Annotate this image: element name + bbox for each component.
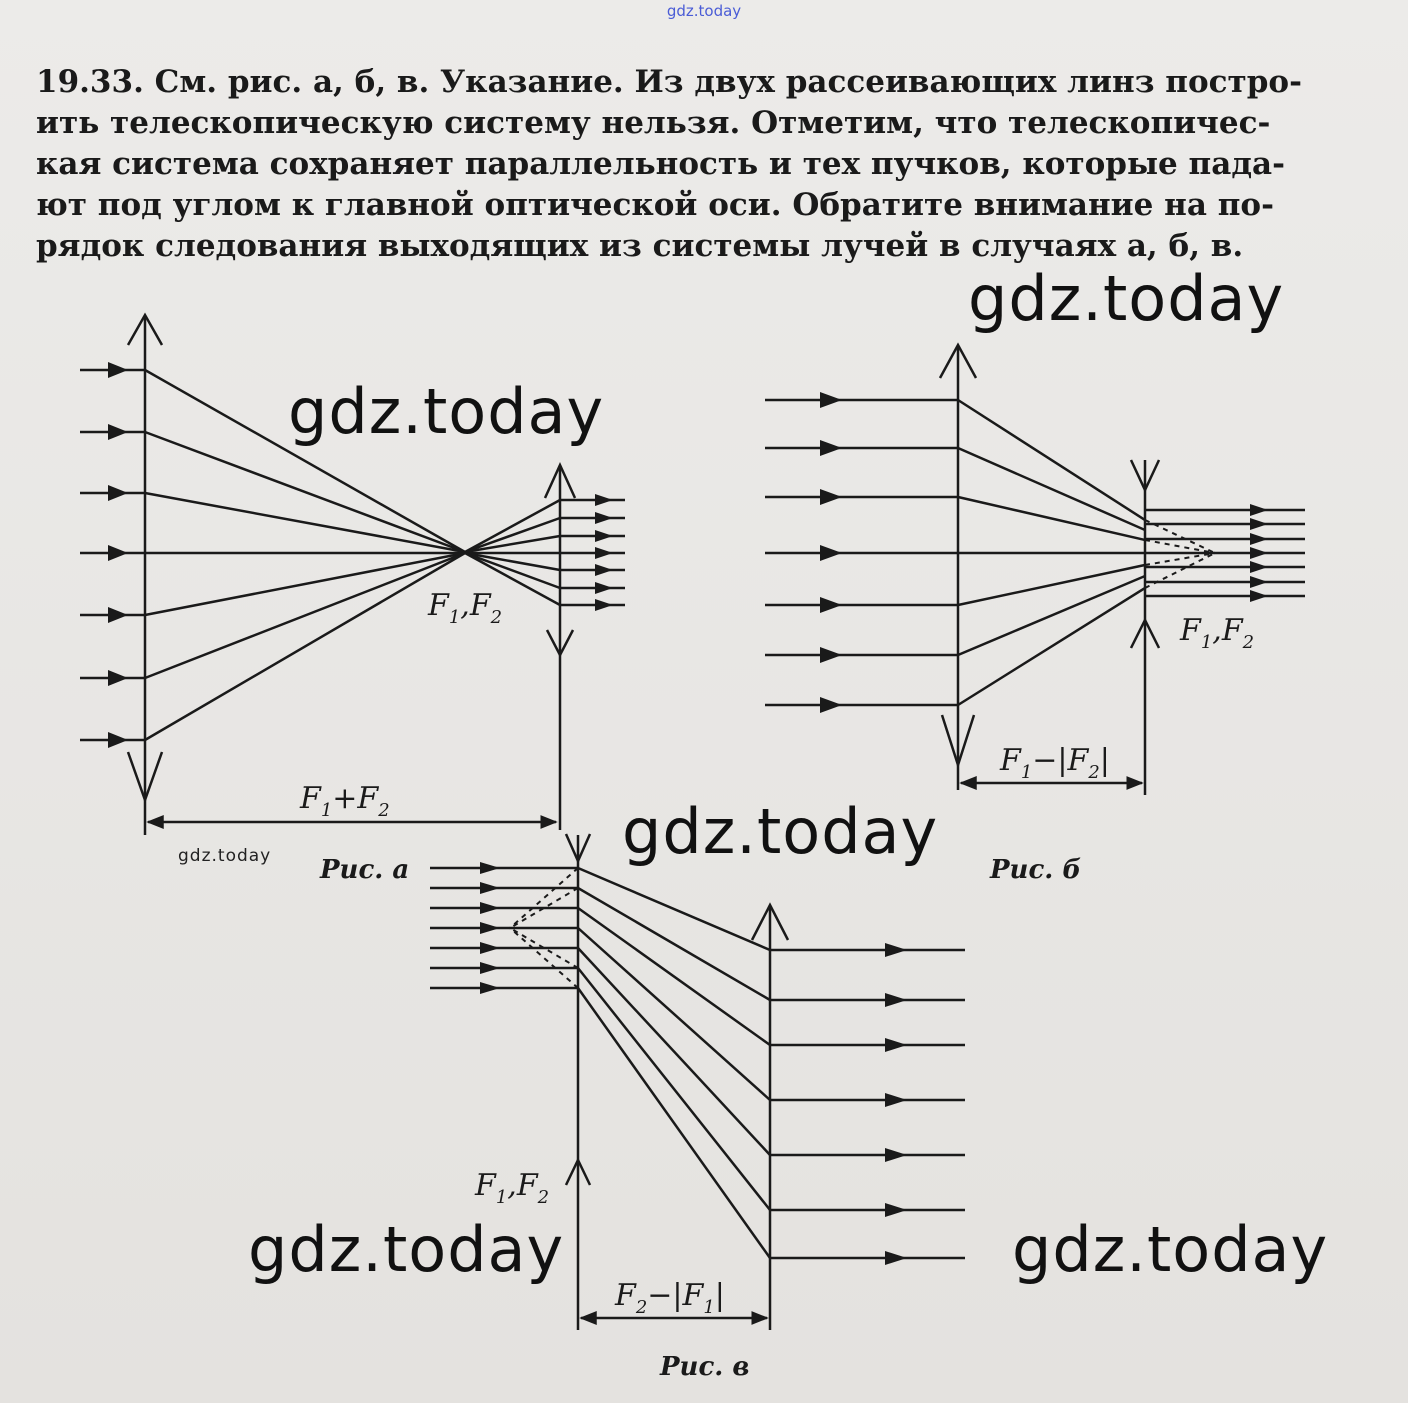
problem-line: ить телескопическую систему нельзя. Отметим, что телескопичес- (36, 105, 1271, 141)
problem-line: ют под углом к главной оптической оси. Обратите внимание на по- (36, 187, 1274, 223)
problem-line: кая система сохраняет параллельность и тех пучков, которые пада- (36, 146, 1285, 182)
focus-label-b: $F_1,F_2$ (1180, 613, 1255, 653)
caption-c: Рис. в (660, 1352, 750, 1382)
distance-label-a: $F_1+F_2$ (300, 781, 390, 821)
figure-b (765, 345, 1305, 795)
watermark: gdz.today (622, 795, 939, 868)
focus-label-a: $F_1,F_2$ (428, 588, 503, 628)
incoming-arrowheads (820, 392, 842, 713)
watermark: gdz.today (288, 375, 605, 448)
problem-line: 19.33. См. рис. а, б, в. Указание. Из двух рассеивающих линз постро- (36, 64, 1302, 100)
outgoing-arrowheads (595, 494, 613, 611)
incoming-rays (430, 868, 578, 988)
top-watermark: gdz.today (666, 2, 742, 20)
problem-line: рядок следования выходящих из системы лучей в случаях а, б, в. (36, 228, 1244, 264)
outgoing-arrowheads (885, 943, 907, 1265)
watermark: gdz.today (1012, 1213, 1329, 1286)
distance-label-c: $F_2-|F_1|$ (615, 1278, 725, 1318)
caption-a: Рис. а (320, 855, 410, 885)
outgoing-arrowheads (1250, 504, 1268, 602)
outgoing-rays (578, 868, 965, 1258)
watermark: gdz.today (178, 846, 272, 866)
focus-label-c: $F_1,F_2$ (475, 1168, 550, 1208)
watermark: gdz.today (248, 1213, 565, 1286)
incoming-arrowheads (108, 362, 128, 748)
caption-b: Рис. б (990, 855, 1082, 885)
outgoing-rays (1145, 510, 1305, 596)
distance-label-b: $F_1-|F_2|$ (1000, 743, 1110, 783)
watermark: gdz.today (968, 262, 1285, 335)
incoming-arrowheads (480, 862, 500, 994)
